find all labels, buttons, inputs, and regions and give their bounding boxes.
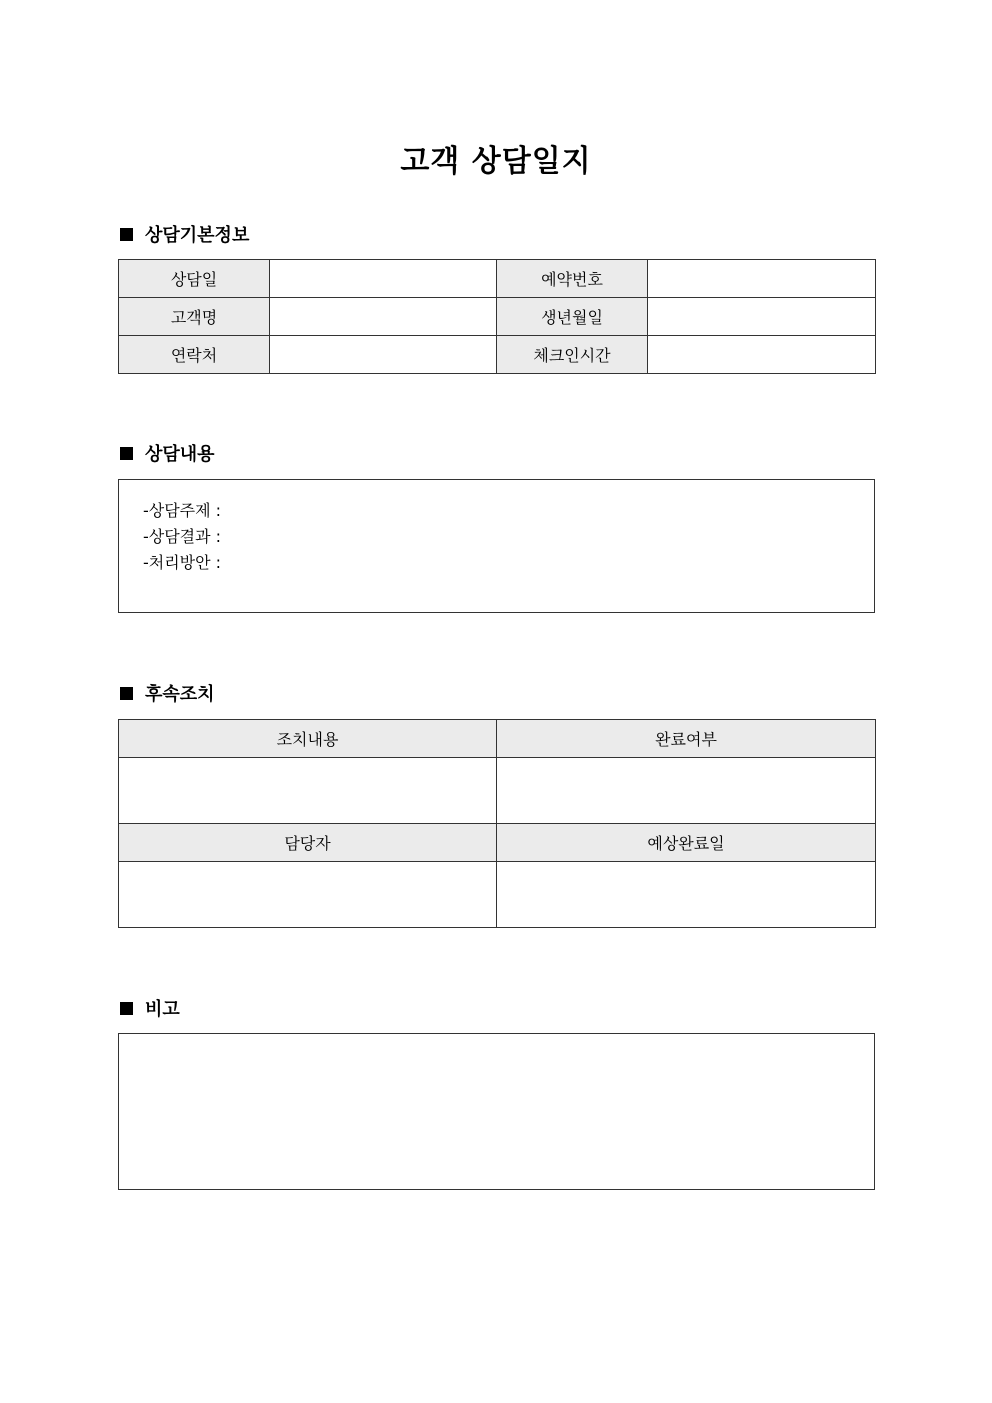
table-row [119,824,876,862]
section-heading-label: 상담기본정보 [145,225,250,246]
section-heading-consult-content [120,441,215,465]
label-person-in-charge: 담당자 [119,824,497,862]
label-birth-date: 생년월일 [497,298,648,336]
action-content-field[interactable] [119,758,497,824]
consult-result-line: -상담결과 : [143,527,222,546]
square-bullet-icon [120,228,133,241]
table-row [119,336,876,374]
section-heading-label: 상담내용 [145,444,215,465]
expected-completion-date-field[interactable] [497,862,876,928]
label-contact: 연락처 [119,336,270,374]
consult-content-box[interactable] [118,479,875,613]
label-action-content: 조치내용 [119,720,497,758]
basic-info-table [118,259,876,374]
section-heading-basic-info [120,222,249,246]
completion-status-field[interactable] [497,758,876,824]
label-expected-completion-date: 예상완료일 [497,824,876,862]
resolution-plan-line: -처리방안 : [143,553,222,572]
section-heading-remarks [120,996,180,1020]
consult-topic-line: -상담주제 : [143,501,222,520]
follow-up-table [118,719,876,928]
contact-field[interactable] [270,336,497,374]
section-heading-label: 후속조치 [145,684,215,705]
checkin-time-field[interactable] [648,336,876,374]
section-heading-label: 비고 [145,999,180,1020]
table-row [119,720,876,758]
remarks-box[interactable] [118,1033,875,1190]
label-checkin-time: 체크인시간 [497,336,648,374]
label-consult-date: 상담일 [119,260,270,298]
label-customer-name: 고객명 [119,298,270,336]
birth-date-field[interactable] [648,298,876,336]
square-bullet-icon [120,687,133,700]
square-bullet-icon [120,447,133,460]
table-row [119,298,876,336]
person-in-charge-field[interactable] [119,862,497,928]
label-completion-status: 완료여부 [497,720,876,758]
customer-name-field[interactable] [270,298,497,336]
table-row [119,862,876,928]
table-row [119,260,876,298]
table-row [119,758,876,824]
section-heading-follow-up [120,681,215,705]
label-reservation-number: 예약번호 [497,260,648,298]
reservation-number-field[interactable] [648,260,876,298]
square-bullet-icon [120,1002,133,1015]
consult-date-field[interactable] [270,260,497,298]
page-title: 고객 상담일지 [400,144,592,179]
